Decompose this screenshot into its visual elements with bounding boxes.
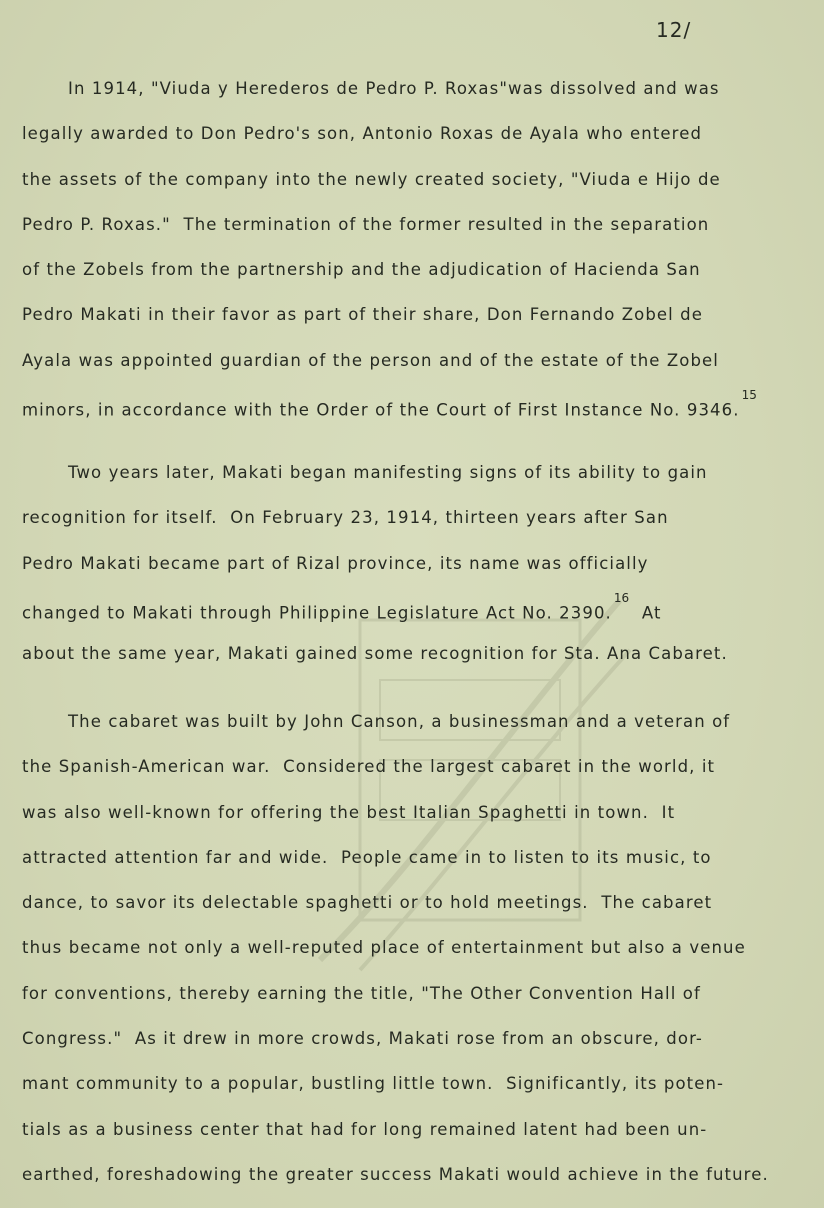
paragraph-line: about the same year, Makati gained some recognition for Sta. Ana Cabaret. — [22, 644, 728, 664]
paragraph-line: mant community to a popular, bustling little town. Significantly, its poten- — [22, 1074, 725, 1094]
footnote-marker: 15 — [741, 388, 757, 403]
paragraph-line-text-after-footnote — [629, 603, 661, 622]
paragraph-line: recognition for itself. On February 23, 1914, thirteen years after San — [22, 508, 669, 528]
paragraph-line-text: changed to Makati through Philippine Legislature Act No. 2390. — [22, 603, 612, 623]
paragraph-line: Pedro P. Roxas." The termination of the former resulted in the separation — [22, 214, 710, 234]
paragraph-line: Pedro Makati in their favor as part of their share, Don Fernando Zobel de — [22, 305, 704, 325]
paragraph-line: dance, to savor its delectable spaghetti or to hold meetings. The cabaret — [22, 893, 713, 913]
paragraph-3 — [0, 699, 824, 1197]
paragraph-line: Two years later, Makati began manifesting signs of its ability to gain — [68, 463, 708, 482]
paragraph-line-text: minors, in accordance with the Order of the Court of First Instance No. 9346. — [22, 400, 740, 420]
paragraph-line: tials as a business center that had for long remained latent had been un- — [22, 1119, 708, 1139]
paragraph-line: legally awarded to Don Pedro's son, Antonio Roxas de Ayala who entered — [22, 124, 703, 144]
paragraph-line: In 1914, "Viuda y Herederos de Pedro P. Roxas"was dissolved and was — [68, 79, 720, 98]
paragraph-line-with-footnote — [0, 586, 824, 631]
paragraph-1 — [0, 66, 824, 428]
paragraph-line: of the Zobels from the partnership and the adjudication of Hacienda San — [22, 260, 701, 280]
continuation-text: At — [641, 603, 662, 623]
paragraph-line: the Spanish-American war. Considered the largest cabaret in the world, it — [22, 757, 716, 777]
paragraph-line: attracted attention far and wide. People came in to listen to its music, to — [22, 847, 712, 867]
paragraph-line: for conventions, thereby earning the title, "The Other Convention Hall of — [22, 983, 701, 1003]
paragraph-line: thus became not only a well-reputed place of entertainment but also a venue — [22, 938, 746, 958]
footnote-marker: 16 — [613, 590, 630, 605]
page-number: 12/ — [656, 18, 692, 42]
paragraph-line: the assets of the company into the newly created society, "Viuda e Hijo de — [22, 169, 721, 189]
paragraph-2 — [0, 450, 824, 676]
paragraph-line: was also well-known for offering the best Italian Spaghetti in town. It — [22, 802, 676, 822]
paragraph-line-with-footnote — [0, 383, 824, 428]
paragraph-line: Congress." As it drew in more crowds, Makati rose from an obscure, dor- — [22, 1029, 703, 1049]
paragraph-line: Ayala was appointed guardian of the person and of the estate of the Zobel — [22, 350, 719, 370]
paragraph-line: earthed, foreshadowing the greater success Makati would achieve in the future. — [22, 1164, 769, 1184]
paragraph-line: The cabaret was built by John Canson, a businessman and a veteran of — [68, 712, 731, 731]
paragraph-line: Pedro Makati became part of Rizal province, its name was officially — [22, 553, 649, 573]
